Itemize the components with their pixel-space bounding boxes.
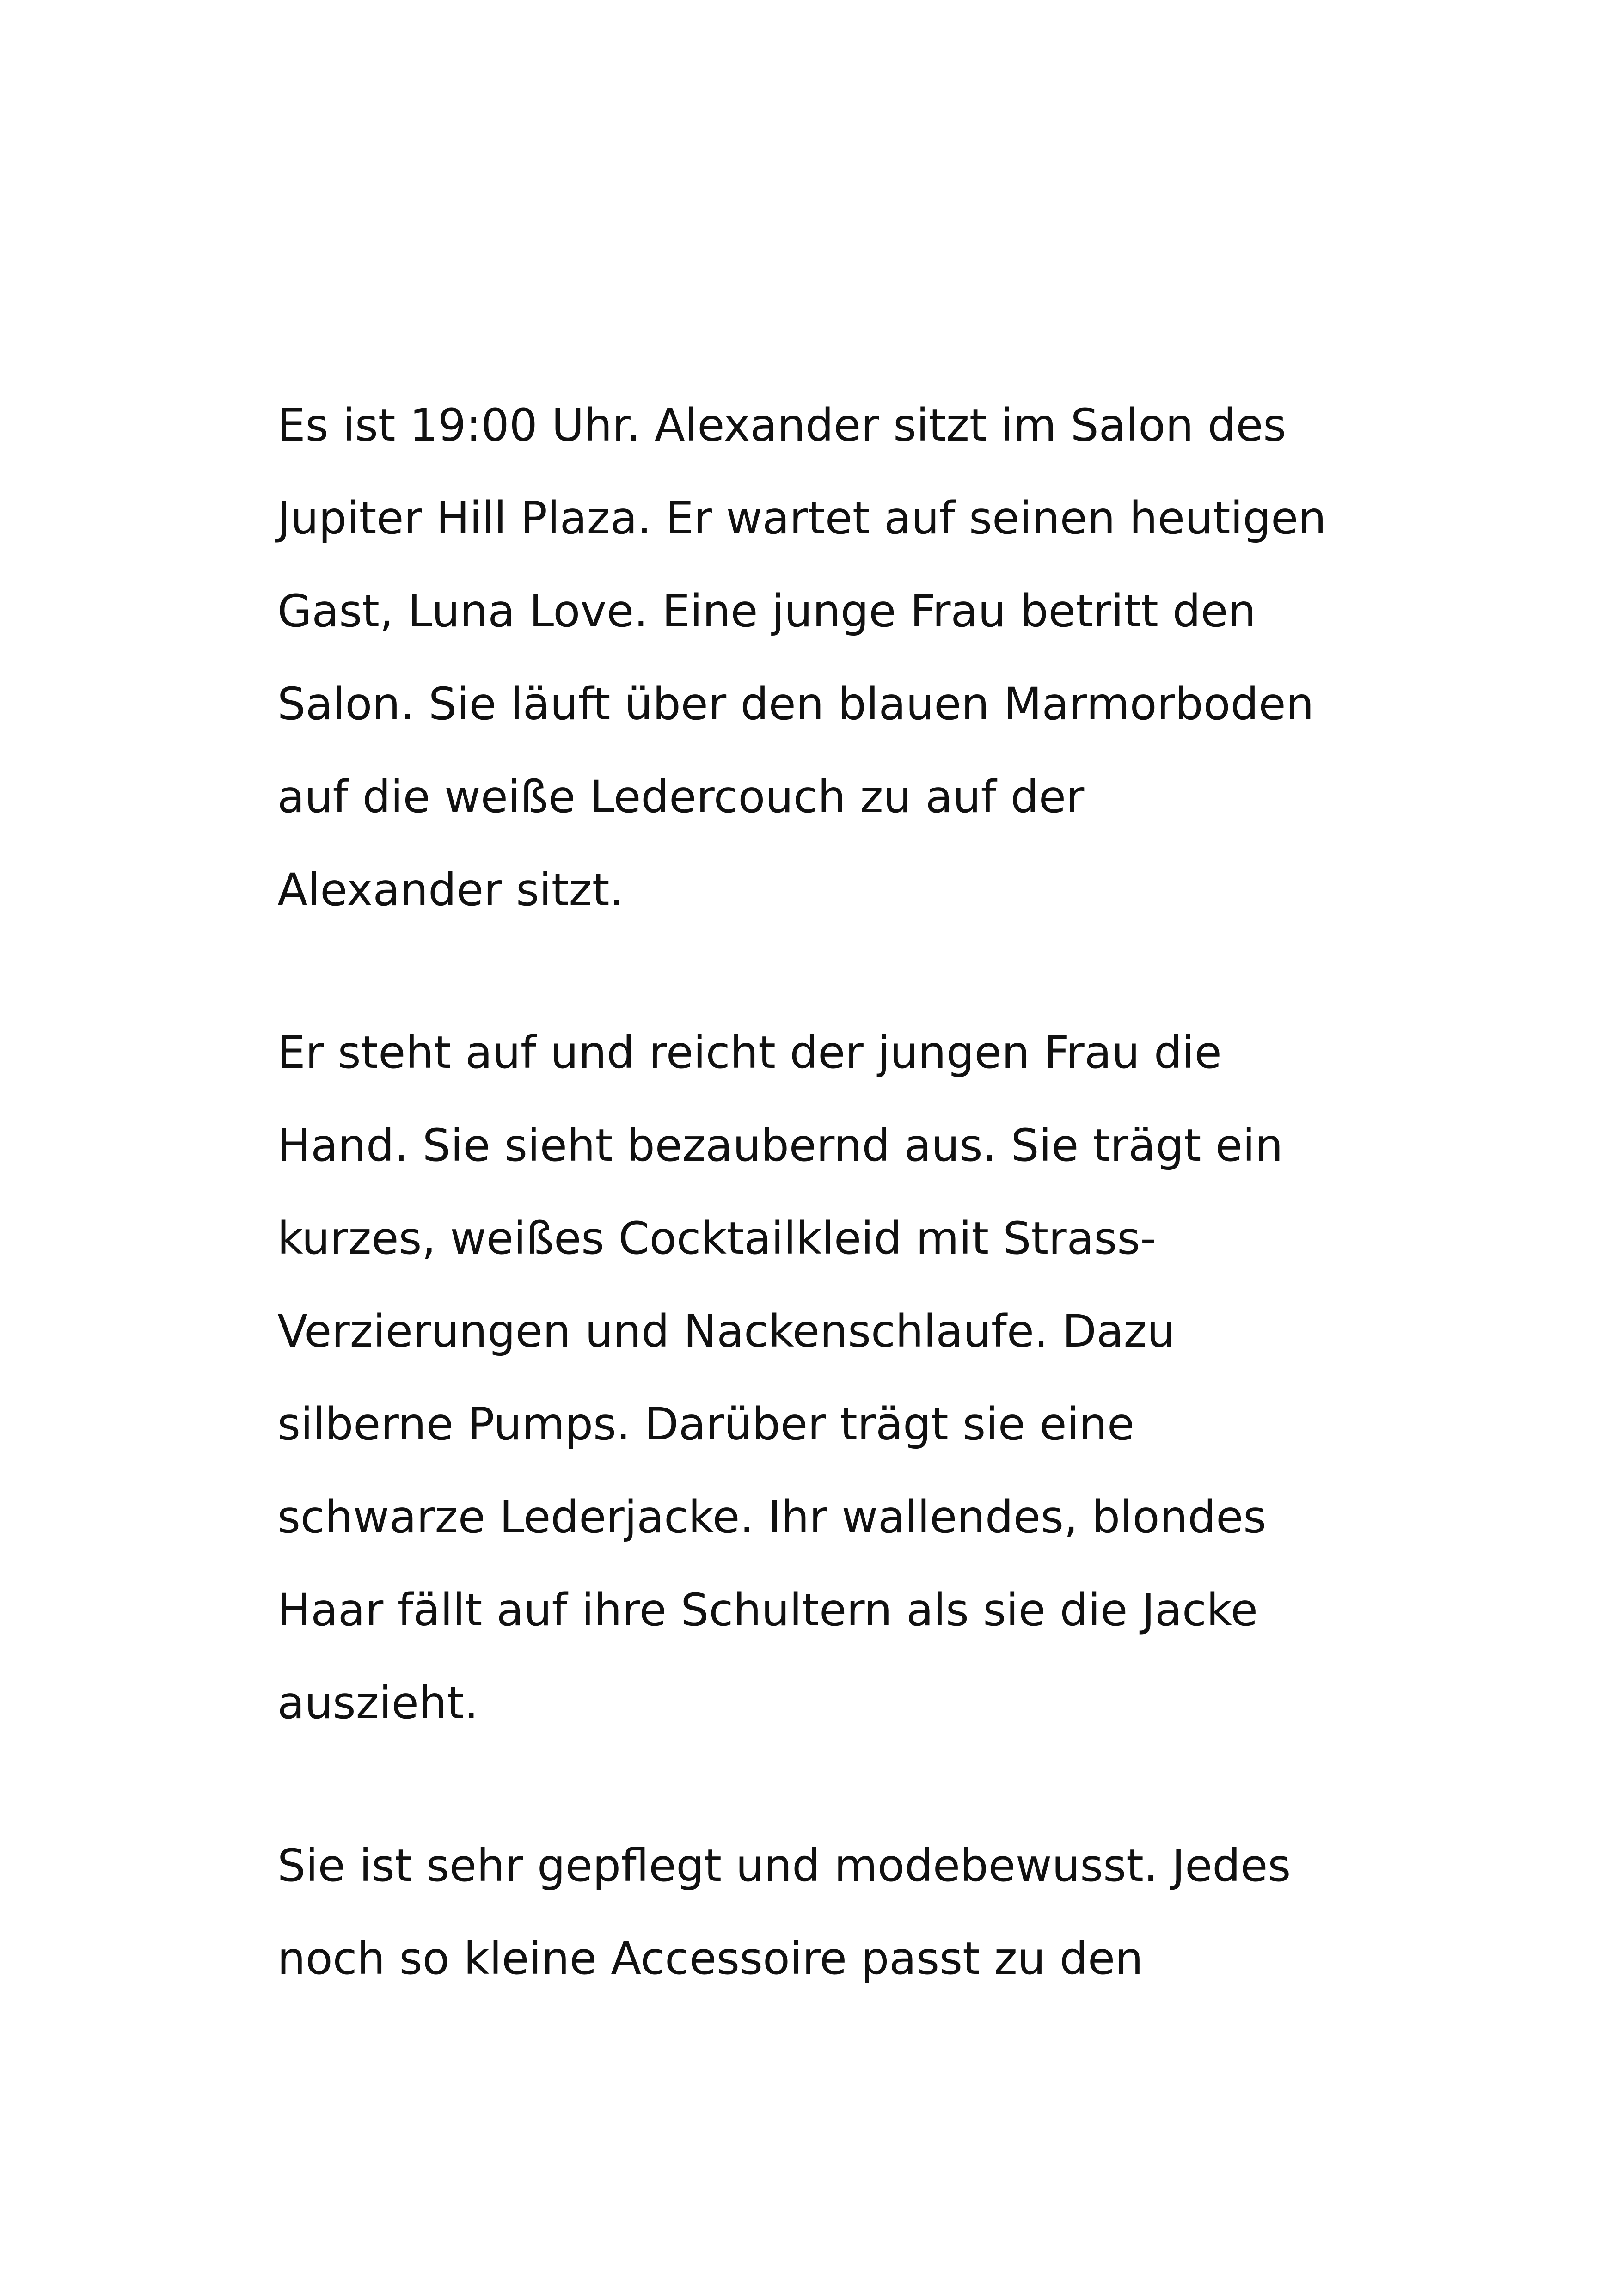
text-line: noch so kleine Accessoire passt zu den bbox=[277, 1933, 1143, 1984]
paragraph-1 bbox=[277, 379, 1387, 937]
text-line: Hand. Sie sieht bezaubernd aus. Sie trägt ein bbox=[277, 1120, 1283, 1171]
text-line: Haar fällt auf ihre Schultern als sie die Jacke bbox=[277, 1584, 1258, 1636]
text-line: Sie ist sehr gepflegt und modebewusst. Jedes bbox=[277, 1840, 1291, 1892]
text-line: kurzes, weißes Cocktailkleid mit Strass- bbox=[277, 1212, 1157, 1264]
text-line: Es ist 19:00 Uhr. Alexander sitzt im Salon des bbox=[277, 399, 1287, 451]
text-line: Gast, Luna Love. Eine junge Frau betritt den bbox=[277, 585, 1256, 637]
text-line: silberne Pumps. Darüber trägt sie eine bbox=[277, 1398, 1135, 1450]
text-line: Er steht auf und reicht der jungen Frau die bbox=[277, 1027, 1222, 1078]
text-line: auszieht. bbox=[277, 1677, 478, 1729]
body-text bbox=[277, 379, 1387, 2005]
text-line: Salon. Sie läuft über den blauen Marmorboden bbox=[277, 678, 1314, 730]
text-line: Verzierungen und Nackenschlaufe. Dazu bbox=[277, 1305, 1175, 1357]
paragraph-spacer bbox=[277, 937, 1387, 1006]
text-line: auf die weiße Ledercouch zu auf der bbox=[277, 771, 1085, 823]
paragraph-2 bbox=[277, 1006, 1387, 1750]
paragraph-spacer bbox=[277, 1750, 1387, 1819]
text-line: Alexander sitzt. bbox=[277, 864, 624, 916]
text-line: Jupiter Hill Plaza. Er wartet auf seinen heutigen bbox=[277, 492, 1327, 544]
paragraph-3 bbox=[277, 1819, 1387, 2005]
text-line: schwarze Lederjacke. Ihr wallendes, blondes bbox=[277, 1491, 1267, 1543]
